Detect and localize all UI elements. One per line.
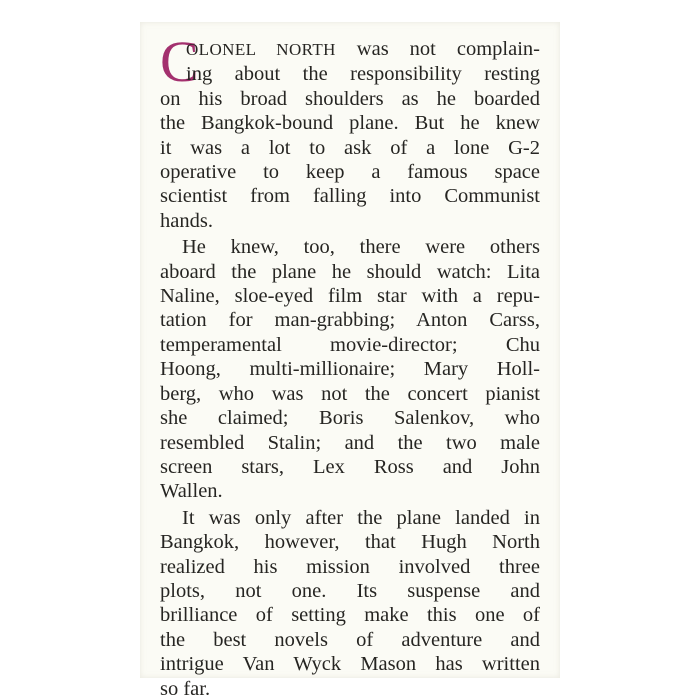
text-line: she claimed; Boris Salenkov, who xyxy=(160,407,540,430)
text-line: temperamental movie-director; Chu xyxy=(160,333,540,356)
text-line: realized his mission involved three xyxy=(160,555,540,578)
paragraph-2 xyxy=(160,235,540,503)
text-line: Bangkok, however, that Hugh North xyxy=(160,531,540,554)
text-line: resembled Stalin; and the two male xyxy=(160,431,540,454)
text-line: scientist from falling into Communist xyxy=(160,185,540,208)
paragraph-3 xyxy=(160,506,540,700)
text-line: aboard the plane he should watch: Lita xyxy=(160,260,540,283)
text-line: on his broad shoulders as he boarded xyxy=(160,87,540,110)
text-line: Naline, sloe-eyed film star with a repu- xyxy=(160,285,540,308)
opening-small-caps: OLONEL NORTH xyxy=(186,40,336,59)
text-line: so far. xyxy=(160,677,211,700)
text-line: operative to keep a famous space xyxy=(160,161,540,184)
text-line: OLONEL NORTH was not complain- xyxy=(186,38,540,60)
paragraph-1 xyxy=(160,29,540,233)
text-line: it was a lot to ask of a lone G-2 xyxy=(160,136,540,159)
text-line: ing about the responsibility resting xyxy=(186,63,540,86)
drop-cap: C xyxy=(160,29,199,94)
text-line: screen stars, Lex Ross and John xyxy=(160,455,540,478)
text-line: He knew, too, there were others xyxy=(182,236,540,259)
text-line: hands. xyxy=(160,209,213,232)
book-blurb xyxy=(160,29,540,700)
text-line: Wallen. xyxy=(160,480,223,503)
text-line: It was only after the plane landed in xyxy=(182,506,540,529)
text-line: berg, who was not the concert pianist xyxy=(160,382,540,405)
text-line: plots, not one. Its suspense and xyxy=(160,579,540,602)
text-line: brilliance of setting make this one of xyxy=(160,604,540,627)
text-line: the Bangkok-bound plane. But he knew xyxy=(160,112,540,135)
text-line: tation for man-grabbing; Anton Carss, xyxy=(160,309,540,332)
text-line: intrigue Van Wyck Mason has written xyxy=(160,653,540,676)
text-line: Hoong, multi-millionaire; Mary Holl- xyxy=(160,358,540,381)
text-line: the best novels of adventure and xyxy=(160,628,540,651)
